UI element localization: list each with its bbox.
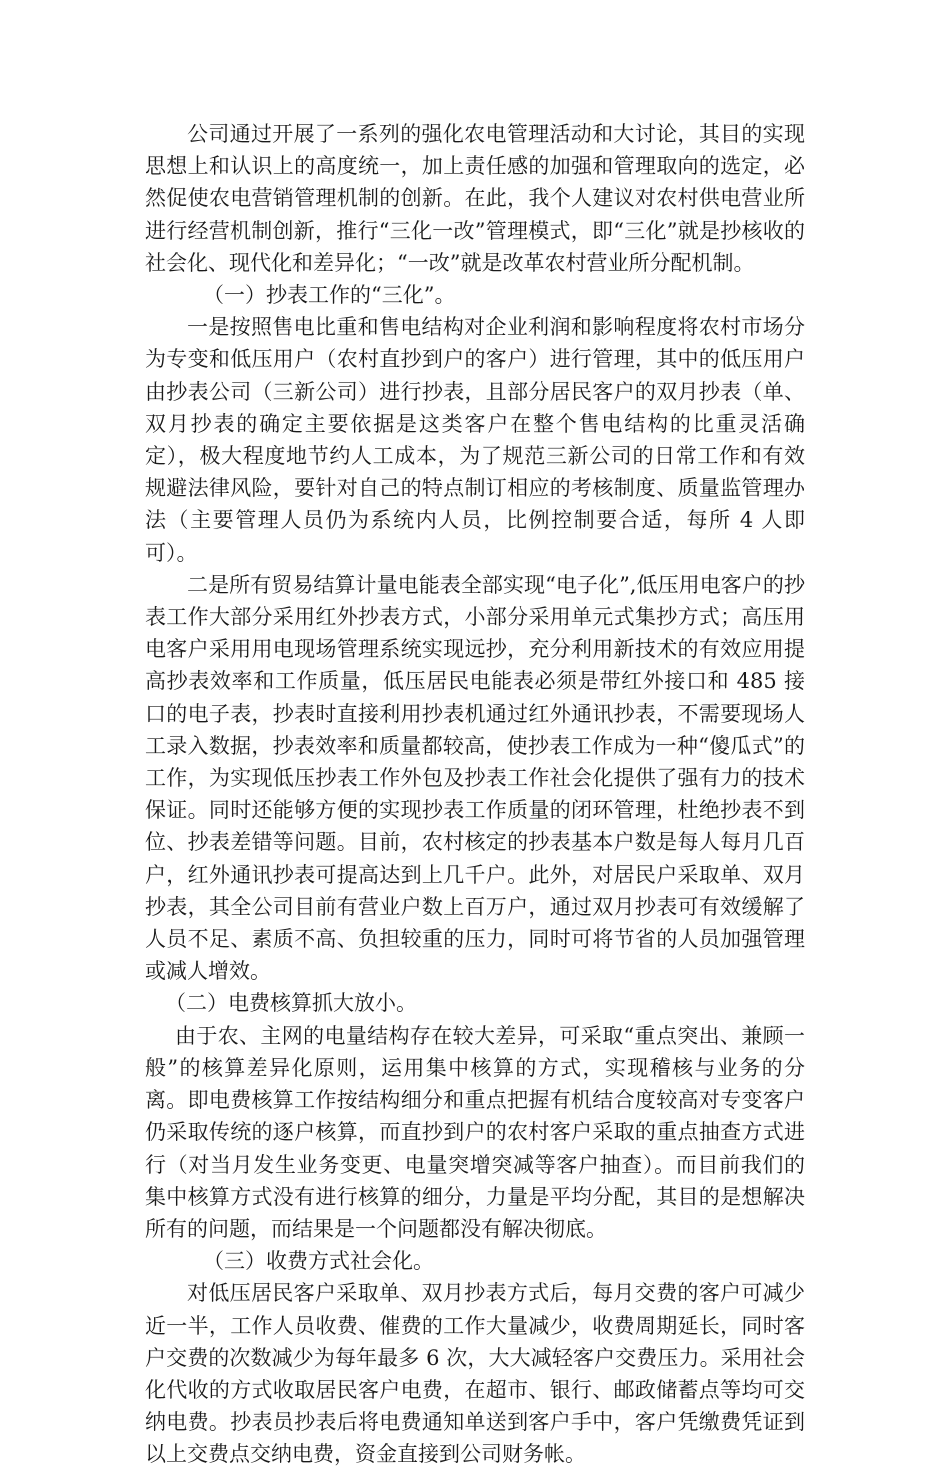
paragraph-meter-reading-2: 二是所有贸易结算计量电能表全部实现“电子化”,低压用电客户的抄表工作大部分采用红外抄表方式，小部分采用单元式集抄方式；高压用电客户采用用电现场管理系统实现远抄，充分利用新技术的有效应用提高抄表效率和工作质量，低压居民电能表必须是带红外接口和 485 接口的电子表，抄表时直接利用抄表机通过红外通讯抄表，不需要现场人工录入数据，抄表效率和质量都较高，使抄表工作成为一种“傻瓜式”的工作，为实现低压抄表工作外包及抄表工作社会化提供了强有力的技术保证。同时还能够方便的实现抄表工作质量的闭环管理，杜绝抄表不到位、抄表差错等问题。目前，农村核定的抄表基本户数是每人每月几百户，红外通讯抄表可提高达到上几千户。此外，对居民户采取单、双月抄表，其全公司目前有营业户数上百万户，通过双月抄表可有效缓解了人员不足、素质不高、负担较重的压力，同时可将节省的人员加强管理或减人增效。 [145, 572, 805, 984]
section-heading-2: （二）电费核算抓大放小。 [165, 991, 417, 1016]
section-heading-3: （三）收费方式社会化。 [203, 1249, 434, 1274]
paragraph-payment: 对低压居民客户采取单、双月抄表方式后，每月交费的客户可减少近一半，工作人员收费、催费的工作大量减少，收费周期延长，同时客户交费的次数减少为每年最多 6 次，大大减轻客户交费压力。采用社会化代收的方式收取居民客户电费，在超市、银行、邮政储蓄点等均可交纳电费。抄表员抄表后将电费通知单送到客户手中，客户凭缴费凭证到以上交费点交纳电费，资金直接到公司财务帐。 [145, 1281, 805, 1467]
document-body [145, 118, 805, 1471]
paragraph-billing: 由于农、主网的电量结构存在较大差异，可采取“重点突出、兼顾一般”的核算差异化原则，运用集中核算的方式，实现稽核与业务的分离。即电费核算工作按结构细分和重点把握有机结合度较高对专变客户仍采取传统的逐户核算，而直抄到户的农村客户采取的重点抽查方式进行（对当月发生业务变更、电量突增突减等客户抽查）。而目前我们的集中核算方式没有进行核算的细分，力量是平均分配，其目的是想解决所有的问题，而结果是一个问题都没有解决彻底。 [145, 1023, 805, 1241]
paragraph-intro: 公司通过开展了一系列的强化农电管理活动和大讨论，其目的实现思想上和认识上的高度统一，加上责任感的加强和管理取向的选定，必然促使农电营销管理机制的创新。在此，我个人建议对农村供电营业所进行经营机制创新，推行“三化一改”管理模式，即“三化”就是抄核收的社会化、现代化和差异化；“一改”就是改革农村营业所分配机制。 [145, 122, 805, 275]
paragraph-meter-reading-1: 一是按照售电比重和售电结构对企业利润和影响程度将农村市场分为专变和低压用户（农村直抄到户的客户）进行管理，其中的低压用户由抄表公司（三新公司）进行抄表，且部分居民客户的双月抄表（单、双月抄表的确定主要依据是这类客户在整个售电结构的比重灵活确定），极大程度地节约人工成本，为了规范三新公司的日常工作和有效规避法律风险，要针对自己的特点制订相应的考核制度、质量监管理办法（主要管理人员仍为系统内人员，比例控制要合适，每所 4 人即可）。 [145, 315, 805, 565]
section-heading-1: （一）抄表工作的“三化”。 [203, 283, 456, 308]
